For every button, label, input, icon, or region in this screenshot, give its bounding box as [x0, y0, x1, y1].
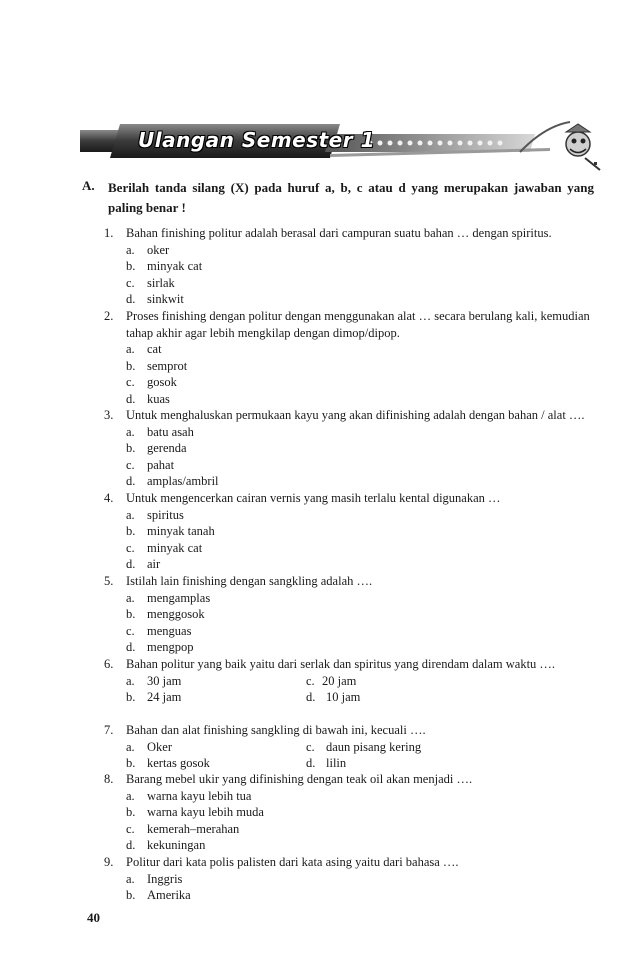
section-instruction: Berilah tanda silang (X) pada huruf a, b, c atau d yang merupakan jawaban yang paling benar !	[108, 180, 594, 215]
option-text: Inggris	[147, 871, 183, 886]
option-text: 10 jam	[326, 690, 361, 705]
option-text: warna kayu lebih muda	[147, 805, 264, 820]
option-letter: b.	[126, 690, 136, 705]
option-text: kemerah–merahan	[147, 821, 240, 836]
option-letter: b.	[126, 441, 136, 456]
option-c	[104, 374, 594, 391]
option-text: menggosok	[147, 607, 205, 622]
question-number: 1.	[104, 226, 114, 240]
option-letter: b.	[126, 259, 136, 274]
option-a	[104, 242, 594, 259]
option-letter: b.	[126, 607, 136, 622]
question-number: 4.	[104, 491, 114, 505]
option-d	[104, 391, 594, 408]
option-row	[104, 755, 594, 772]
option-letter: a.	[126, 507, 135, 522]
option-b	[104, 887, 594, 904]
section-letter: A.	[82, 178, 95, 193]
option-letter: a.	[126, 739, 135, 754]
option-letter: a.	[126, 242, 135, 257]
question-text: Istilah lain finishing dengan sangkling adalah ….	[126, 574, 373, 588]
question-5	[104, 573, 594, 656]
question-number: 7.	[104, 723, 114, 737]
mascot-icon	[566, 124, 600, 170]
option-letter: c.	[126, 821, 135, 836]
option-letter: a.	[126, 424, 135, 439]
option-letter: a.	[126, 788, 135, 803]
option-letter: c.	[126, 623, 135, 638]
option-letter: d.	[126, 391, 136, 406]
question-3	[104, 407, 594, 490]
option-a	[104, 341, 594, 358]
option-text: Oker	[147, 739, 172, 754]
option-d	[104, 837, 594, 854]
option-c	[104, 623, 594, 640]
question-text: Politur dari kata polis palisten dari kata asing yaitu dari bahasa ….	[126, 855, 459, 869]
option-d	[104, 556, 594, 573]
option-letter: d.	[306, 690, 316, 705]
option-d	[104, 473, 594, 490]
option-text: amplas/ambril	[147, 474, 219, 489]
option-letter: b.	[126, 524, 136, 539]
option-letter: c.	[126, 540, 135, 555]
option-letter: c.	[126, 457, 135, 472]
option-text: semprot	[147, 358, 188, 373]
option-c	[104, 457, 594, 474]
option-c	[104, 821, 594, 838]
option-letter: c.	[306, 673, 315, 688]
option-text: Amerika	[147, 888, 191, 903]
option-letter: d.	[306, 756, 316, 771]
option-b	[104, 523, 594, 540]
question-number: 8.	[104, 772, 114, 786]
option-text: lilin	[326, 756, 347, 771]
question-number: 5.	[104, 574, 114, 588]
question-8	[104, 771, 594, 854]
question-text: Untuk menghaluskan permukaan kayu yang akan difinishing adalah dengan bahan / alat ….	[126, 408, 585, 422]
option-text: gerenda	[147, 441, 187, 456]
option-letter: d.	[126, 838, 136, 853]
option-text: daun pisang kering	[326, 739, 422, 754]
option-text: mengamplas	[147, 590, 211, 605]
option-text: sirlak	[147, 275, 175, 290]
option-c	[104, 275, 594, 292]
option-d	[104, 291, 594, 308]
option-text: minyak cat	[147, 540, 203, 555]
chapter-banner	[80, 118, 605, 178]
question-number: 9.	[104, 855, 114, 869]
option-letter: b.	[126, 805, 136, 820]
option-b	[104, 804, 594, 821]
question-number: 6.	[104, 657, 114, 671]
question-number: 3.	[104, 408, 114, 422]
question-7	[104, 722, 594, 772]
option-letter: d.	[126, 640, 136, 655]
option-text: sinkwit	[147, 292, 184, 307]
option-letter: b.	[126, 888, 136, 903]
option-text: minyak tanah	[147, 524, 215, 539]
option-text: warna kayu lebih tua	[147, 788, 252, 803]
option-letter: a.	[126, 342, 135, 357]
option-letter: d.	[126, 292, 136, 307]
option-b	[104, 606, 594, 623]
option-text: cat	[147, 342, 162, 357]
option-letter: d.	[126, 474, 136, 489]
option-letter: c.	[306, 739, 315, 754]
option-row	[104, 689, 594, 706]
option-text: pahat	[147, 457, 175, 472]
option-a	[104, 788, 594, 805]
option-letter: c.	[126, 375, 135, 390]
option-text: 30 jam	[147, 673, 182, 688]
option-d	[104, 639, 594, 656]
option-c	[104, 540, 594, 557]
option-text: minyak cat	[147, 259, 203, 274]
option-a	[104, 871, 594, 888]
question-text: Bahan politur yang baik yaitu dari serlak dan spiritus yang direndam dalam waktu ….	[126, 657, 556, 671]
section-a	[82, 178, 594, 218]
option-text: mengpop	[147, 640, 194, 655]
option-text: oker	[147, 242, 170, 257]
option-letter: a.	[126, 871, 135, 886]
question-text: Bahan finishing politur adalah berasal dari campuran suatu bahan … dengan spiritus.	[126, 226, 552, 240]
option-text: air	[147, 557, 161, 572]
option-letter: a.	[126, 590, 135, 605]
option-letter: b.	[126, 756, 136, 771]
option-text: 20 jam	[322, 673, 357, 688]
option-a	[104, 424, 594, 441]
option-text: spiritus	[147, 507, 184, 522]
question-text: Untuk mengencerkan cairan vernis yang masih terlalu kental digunakan …	[126, 491, 501, 505]
option-text: menguas	[147, 623, 192, 638]
option-a	[104, 507, 594, 524]
option-letter: a.	[126, 673, 135, 688]
banner-title: Ulangan Semester 1	[138, 128, 375, 152]
question-6	[104, 656, 594, 706]
option-text: 24 jam	[147, 690, 182, 705]
option-text: kekuningan	[147, 838, 206, 853]
option-row	[104, 673, 594, 690]
option-text: kuas	[147, 391, 170, 406]
option-letter: d.	[126, 557, 136, 572]
option-letter: c.	[126, 275, 135, 290]
option-text: gosok	[147, 375, 177, 390]
option-text: batu asah	[147, 424, 194, 439]
question-text: Bahan dan alat finishing sangkling di bawah ini, kecuali ….	[126, 723, 426, 737]
question-number: 2.	[104, 309, 114, 323]
question-text: Barang mebel ukir yang difinishing dengan teak oil akan menjadi ….	[126, 772, 473, 786]
option-b	[104, 440, 594, 457]
option-b	[104, 358, 594, 375]
option-b	[104, 258, 594, 275]
question-1	[104, 225, 594, 308]
option-row	[104, 739, 594, 756]
option-text: kertas gosok	[147, 756, 210, 771]
question-text: Proses finishing dengan politur dengan menggunakan alat … secara berulang kali, kemudian tahap akhir agar lebih mengkilap dengan dimop/dipop.	[126, 309, 590, 340]
page-number: 40	[87, 910, 100, 925]
option-letter: b.	[126, 358, 136, 373]
question-4	[104, 490, 594, 573]
question-9	[104, 854, 594, 904]
option-a	[104, 590, 594, 607]
question-2	[104, 308, 594, 408]
